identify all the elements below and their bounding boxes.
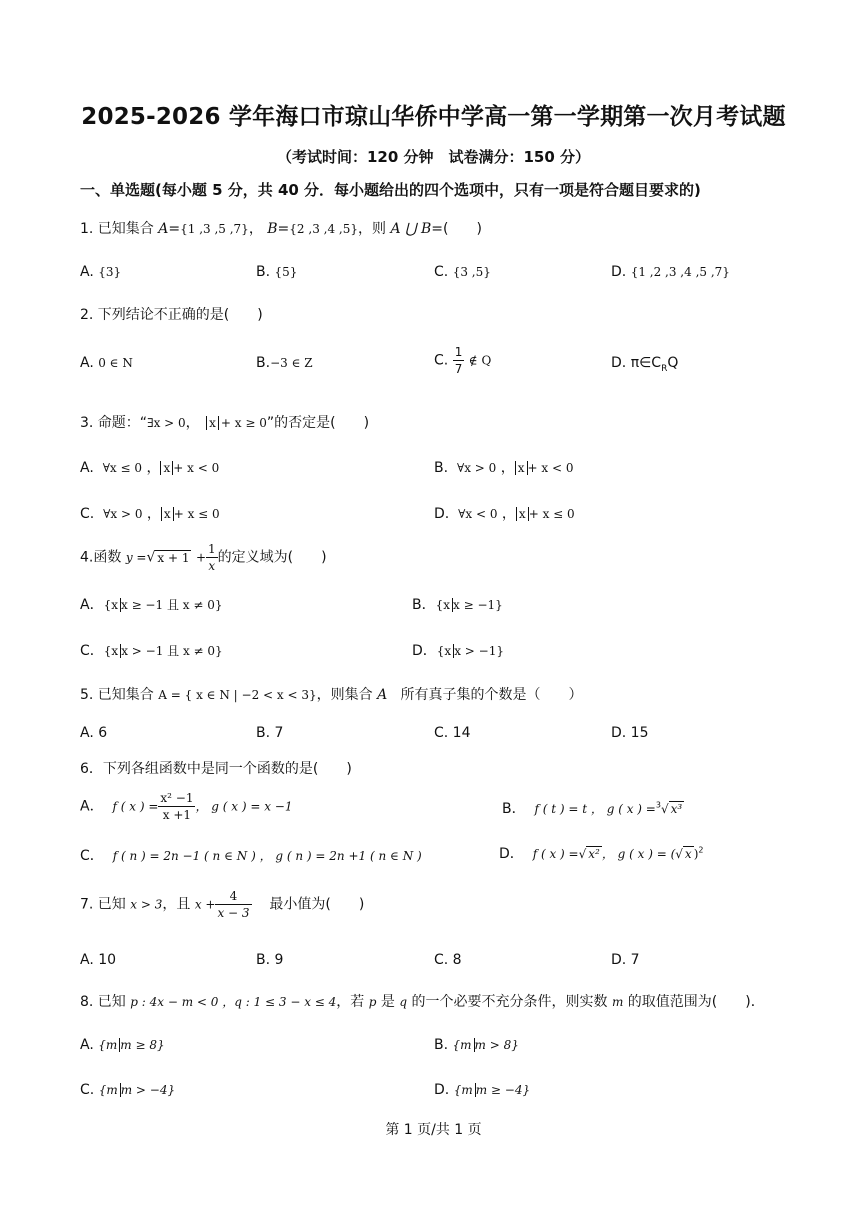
question-3: 3. 命题：“∃x > 0， x + x ≥ 0”的否定是( ) <box>80 415 370 431</box>
question-2: 2. 下列结论不正确的是( ) <box>80 307 263 323</box>
q8-option-d: D. {m m ≥ −4} <box>434 1082 531 1098</box>
q7-option-b: B. 9 <box>256 952 284 968</box>
q2-option-c: C. $\frac{1}{7}$ ∉ Q <box>434 345 492 376</box>
question-6: 6．下列各组函数中是同一个函数的是( ) <box>80 761 352 777</box>
q3-option-b: B. ∀x > 0 ， x + x < 0 <box>434 460 574 476</box>
q5-option-d: D. 15 <box>611 725 649 741</box>
q2-option-a: A. 0 ∈ N <box>80 355 133 371</box>
question-1: 1. 已知集合 A={1 ,3 ,5 ,7}， B={2 ,3 ,4 ,5}，则 A ⋃ B=( ) <box>80 221 482 237</box>
q2-option-d: D. $\pi\in C_RQ$ <box>611 355 679 374</box>
q4-option-c: C．{x x > −1 且 x ≠ 0} <box>80 643 223 659</box>
page-number: 第 1 页/共 1 页 <box>385 1122 482 1138</box>
q8-option-c: C. {m m > −4} <box>80 1082 176 1098</box>
section-heading: 一、单选题(每小题 5 分，共 40 分．每小题给出的四个选项中，只有一项是符合题目要求的) <box>80 181 701 199</box>
q3-option-a: A. ∀x ≤ 0 ， x + x < 0 <box>80 460 220 476</box>
question-8: 8. 已知 p : 4x − m < 0 ，q : 1 ≤ 3 − x ≤ 4，若 p 是 q 的一个必要不充分条件，则实数 m 的取值范围为( )． <box>80 994 765 1010</box>
question-4: 4.函数 y =√ x + 1 + $\frac{1}{x}$ 的定义域为( ) <box>80 542 327 573</box>
q6-option-b: B． f ( t ) = t ， g ( x ) =$^3$√ x³ <box>502 800 683 817</box>
q1-option-c: C. {3 ,5} <box>434 264 491 280</box>
q1-option-a: A. {3} <box>80 264 122 280</box>
q6-option-a: A． f ( x ) = $\frac{\text{x² −1}}{x +1}$ ， g ( x ) = x −1 <box>80 791 293 822</box>
q1-option-b: B. {5} <box>256 264 298 280</box>
q7-option-d: D. 7 <box>611 952 640 968</box>
q4-option-b: B．{x x ≥ −1} <box>412 597 503 613</box>
q1-option-d: D. {1 ,2 ,3 ,4 ,5 ,7} <box>611 264 730 280</box>
q2-option-b: B.−3 ∈ Z <box>256 355 313 371</box>
q8-option-a: A. {m m ≥ 8} <box>80 1037 165 1053</box>
q3-option-d: D. ∀x < 0 ， x + x ≤ 0 <box>434 506 575 522</box>
q7-option-c: C. 8 <box>434 952 462 968</box>
exam-info: （考试时间：120 分钟 试卷满分：150 分） <box>276 148 591 166</box>
q3-option-c: C. ∀x > 0 ， x + x ≤ 0 <box>80 506 220 522</box>
q5-option-a: A. 6 <box>80 725 108 741</box>
q4-option-a: A．{x x ≥ −1 且 x ≠ 0} <box>80 597 223 613</box>
question-7: 7. 已知 x > 3，且 x + $\frac{4}{x - 3}$ 最小值为( ) <box>80 889 365 920</box>
q6-option-d: D． f ( x ) =√ x² ， g ( x ) = (√ x )$^2$ <box>499 845 704 862</box>
q7-option-a: A. 10 <box>80 952 117 968</box>
q5-option-b: B. 7 <box>256 725 284 741</box>
page-title: 2025-2026 学年海口市琼山华侨中学高一第一学期第一次月考试题 <box>81 104 786 130</box>
q5-option-c: C. 14 <box>434 725 471 741</box>
question-5: 5. 已知集合 A = { x ∈ N | −2 < x < 3}，则集合 A 所有真子集的个数是（ ） <box>80 687 583 703</box>
q4-option-d: D．{x x > −1} <box>412 643 504 659</box>
q6-option-c: C． f ( n ) = 2n −1 ( n ∈ N ) ， g ( n ) = 2n +1 ( n ∈ N ) <box>80 848 422 864</box>
q8-option-b: B. {m m > 8} <box>434 1037 519 1053</box>
